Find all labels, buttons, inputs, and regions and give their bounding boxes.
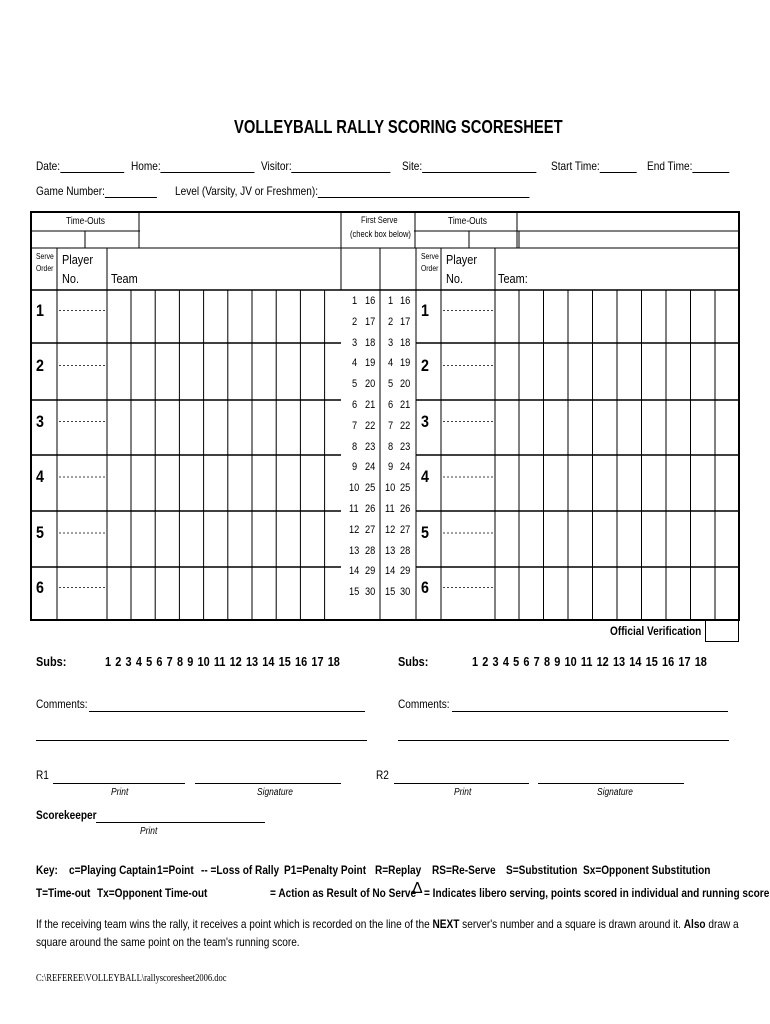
key-point: 1=Point — [157, 863, 194, 877]
running-score-left-b-26: 26 — [365, 503, 376, 515]
r2-signature-caption: Signature — [597, 787, 633, 798]
subs-number-1[interactable]: 1 — [105, 654, 112, 669]
r1-signature-line[interactable] — [195, 783, 341, 784]
running-score-left-a-1: 1 — [352, 295, 358, 307]
instructions-line-2: square around the same point on the team's running score. — [36, 935, 300, 949]
running-score-left-b-17: 17 — [365, 315, 376, 328]
running-score-right-b-22: 22 — [400, 419, 411, 432]
subs-number-8[interactable]: 8 — [543, 654, 551, 669]
instructions-line-1: If the receiving team wins the rally, it receives a point which is recorded on the line of the NEXT server's number and a square is drawn around it. Also draw a — [36, 917, 739, 931]
key-no-serve: = Action as Result of No Serve — [270, 886, 417, 900]
running-score-left-a-9: 9 — [352, 461, 358, 474]
subs-number-2[interactable]: 2 — [115, 654, 122, 669]
subs-number-6[interactable]: 6 — [523, 654, 530, 669]
running-score-left-b-20: 20 — [365, 378, 376, 391]
subs-number-6[interactable]: 6 — [156, 654, 163, 669]
subs-number-5[interactable]: 5 — [146, 654, 153, 669]
running-score-left-a-4: 4 — [352, 357, 358, 370]
running-score-left-b-23: 23 — [365, 440, 376, 453]
official-verification-label: Official Verification — [610, 624, 702, 638]
subs-number-13[interactable]: 13 — [245, 654, 259, 669]
subs-number-7[interactable]: 7 — [533, 654, 540, 669]
r2-signature-line[interactable] — [538, 783, 684, 784]
subs-label-right: Subs: — [398, 654, 429, 669]
subs-number-12[interactable]: 12 — [229, 654, 242, 669]
running-score-right-a-14: 14 — [385, 565, 396, 578]
running-score-left-a-7: 7 — [352, 419, 358, 432]
subs-number-17[interactable]: 17 — [311, 654, 324, 669]
key-substitution: S=Substitution — [506, 863, 578, 877]
comments-line-right-2[interactable] — [398, 740, 729, 741]
subs-number-11[interactable]: 11 — [580, 654, 593, 669]
running-score-left-b-29: 29 — [365, 565, 376, 578]
running-score-left-a-2: 2 — [352, 315, 358, 328]
running-score-right-a-9: 9 — [388, 461, 394, 474]
running-score-right-b-19: 19 — [400, 357, 411, 370]
running-score-right-a-2: 2 — [388, 315, 394, 328]
delta-icon: Δ — [412, 880, 423, 897]
running-score-right-b-21: 21 — [400, 399, 411, 411]
subs-number-13[interactable]: 13 — [612, 654, 626, 669]
subs-number-10[interactable]: 10 — [197, 654, 210, 669]
serve-order-left-2: 2 — [36, 355, 44, 375]
scorekeeper-label: Scorekeeper — [36, 808, 97, 822]
serve-order-left-6: 6 — [36, 577, 44, 597]
running-score-left-b-27: 27 — [365, 523, 376, 536]
running-score-right-a-5: 5 — [388, 378, 394, 391]
subs-number-4[interactable]: 4 — [135, 654, 142, 669]
timeouts-right-label: Time-Outs — [448, 216, 487, 227]
subs-label-left: Subs: — [36, 654, 67, 669]
running-score-right-a-13: 13 — [385, 544, 396, 557]
date-field[interactable]: Date: — [36, 159, 124, 173]
key-loss: -- =Loss of Rally — [201, 863, 280, 877]
comments-line-right-1[interactable] — [452, 711, 728, 712]
serve-order-left-4: 4 — [36, 467, 44, 486]
scorekeeper-line[interactable] — [96, 822, 265, 823]
subs-number-12[interactable]: 12 — [596, 654, 609, 669]
subs-number-14[interactable]: 14 — [262, 654, 275, 669]
key-libero: = Indicates libero serving, points scored in individual and running score — [424, 886, 770, 900]
subs-number-5[interactable]: 5 — [513, 654, 520, 669]
running-score-right-a-1: 1 — [388, 295, 394, 307]
level-field[interactable]: Level (Varsity, JV or Freshmen): — [175, 184, 530, 198]
no-label-left: No. — [62, 271, 79, 286]
check-box-label: (check box below) — [350, 229, 411, 239]
running-score-left-a-11: 11 — [349, 503, 359, 515]
file-path: C:\REFEREE\VOLLEYBALL\rallyscoresheet2006.doc — [36, 973, 227, 984]
subs-numbers-left — [105, 654, 344, 669]
serve-order-right-3: 3 — [421, 411, 429, 431]
running-score-left-b-19: 19 — [365, 357, 376, 370]
subs-number-15[interactable]: 15 — [278, 654, 291, 669]
team-label-left: Team — [111, 271, 138, 286]
subs-number-11[interactable]: 11 — [213, 654, 226, 669]
r1-signature-caption: Signature — [257, 787, 293, 798]
key-reserve: RS=Re-Serve — [432, 863, 496, 877]
key-captain: c=Playing Captain — [69, 863, 157, 877]
running-score-left-a-6: 6 — [352, 399, 358, 411]
home-field[interactable]: Home: — [131, 159, 255, 173]
running-score-right-a-11: 11 — [385, 503, 395, 515]
team-label-right: Team: — [498, 271, 528, 286]
serve-order-right-2: 2 — [421, 355, 429, 375]
running-score-right-b-18: 18 — [400, 336, 411, 349]
r2-print-caption: Print — [454, 787, 472, 798]
key-penalty: P1=Penalty Point — [284, 863, 367, 877]
player-label-left: Player — [62, 252, 93, 267]
subs-number-3[interactable]: 3 — [492, 654, 499, 669]
running-score-left-b-28: 28 — [365, 544, 376, 557]
start-time-field[interactable]: Start Time: — [551, 159, 637, 173]
running-score-right-b-27: 27 — [400, 523, 411, 536]
subs-number-18[interactable]: 18 — [694, 654, 707, 669]
scorekeeper-print-caption: Print — [140, 826, 158, 837]
subs-number-4[interactable]: 4 — [502, 654, 509, 669]
subs-number-9[interactable]: 9 — [554, 654, 561, 669]
subs-numbers-right — [472, 654, 711, 669]
running-score-left-b-25: 25 — [365, 482, 376, 495]
running-score-left-a-10: 10 — [349, 482, 360, 495]
running-score-left-b-22: 22 — [365, 419, 376, 432]
serve-label-left: Serve — [36, 252, 54, 261]
serve-order-right-5: 5 — [421, 523, 429, 542]
running-score-left-a-12: 12 — [349, 523, 360, 536]
r1-label: R1 — [36, 768, 49, 782]
running-score-right-a-15: 15 — [385, 586, 396, 599]
subs-number-16[interactable]: 16 — [295, 654, 308, 669]
official-verification-box[interactable] — [705, 619, 739, 642]
site-field[interactable]: Site: — [402, 159, 536, 173]
serve-order-right-6: 6 — [421, 577, 429, 597]
running-score-right-b-24: 24 — [400, 461, 411, 474]
running-score-right-b-20: 20 — [400, 378, 411, 391]
running-score-left-a-8: 8 — [352, 440, 358, 453]
timeouts-left-label: Time-Outs — [66, 216, 105, 227]
serve-order-left-1: 1 — [36, 300, 44, 320]
running-score-right-a-4: 4 — [388, 357, 394, 370]
running-score-right-b-25: 25 — [400, 482, 411, 495]
running-score-right-b-26: 26 — [400, 503, 411, 515]
comments-label-right: Comments: — [398, 697, 450, 711]
comments-line-left-2[interactable] — [36, 740, 367, 741]
subs-number-14[interactable]: 14 — [629, 654, 642, 669]
page-title: VOLLEYBALL RALLY SCORING SCORESHEET — [234, 117, 563, 137]
first-serve-label: First Serve — [361, 215, 398, 225]
subs-number-16[interactable]: 16 — [662, 654, 675, 669]
order-label-left: Order — [36, 264, 54, 273]
subs-number-3[interactable]: 3 — [125, 654, 132, 669]
running-score-right-b-28: 28 — [400, 544, 411, 557]
subs-number-7[interactable]: 7 — [166, 654, 173, 669]
serve-order-left-5: 5 — [36, 523, 44, 542]
key-timeout: T=Time-out — [36, 886, 91, 900]
serve-order-right-1: 1 — [421, 300, 429, 320]
key-replay: R=Replay — [375, 863, 422, 877]
running-score-left-a-5: 5 — [352, 378, 358, 391]
running-score-left-b-30: 30 — [365, 586, 376, 599]
running-score-right-a-8: 8 — [388, 440, 394, 453]
serve-order-left-3: 3 — [36, 411, 44, 431]
running-score-left-a-3: 3 — [352, 336, 358, 349]
subs-number-10[interactable]: 10 — [564, 654, 577, 669]
subs-number-2[interactable]: 2 — [482, 654, 489, 669]
running-score-right-a-12: 12 — [385, 523, 396, 536]
running-score-right-a-6: 6 — [388, 399, 394, 411]
running-score-left-a-13: 13 — [349, 544, 360, 557]
key-opp-substitution: Sx=Opponent Substitution — [583, 863, 711, 877]
subs-number-8[interactable]: 8 — [176, 654, 184, 669]
key-opp-timeout: Tx=Opponent Time-out — [97, 886, 208, 900]
running-score-right-b-30: 30 — [400, 586, 411, 599]
running-score-left-b-16: 16 — [365, 295, 376, 307]
subs-number-15[interactable]: 15 — [645, 654, 658, 669]
serve-label-right: Serve — [421, 252, 439, 261]
running-score-right-a-10: 10 — [385, 482, 396, 495]
running-score-right-b-23: 23 — [400, 440, 411, 453]
subs-number-17[interactable]: 17 — [678, 654, 691, 669]
running-score-left-b-18: 18 — [365, 336, 376, 349]
running-score-left-b-24: 24 — [365, 461, 376, 474]
running-score-right-b-17: 17 — [400, 315, 411, 328]
running-score-left-a-14: 14 — [349, 565, 360, 578]
r1-print-caption: Print — [111, 787, 129, 798]
running-score-right-a-7: 7 — [388, 419, 394, 432]
comments-label-left: Comments: — [36, 697, 88, 711]
r2-print-line[interactable] — [394, 783, 529, 784]
running-score-right-a-3: 3 — [388, 336, 394, 349]
r2-label: R2 — [376, 768, 389, 782]
no-label-right: No. — [446, 271, 463, 286]
visitor-field[interactable]: Visitor: — [261, 159, 391, 173]
comments-line-left-1[interactable] — [89, 711, 365, 712]
subs-number-1[interactable]: 1 — [472, 654, 479, 669]
running-score-right-b-16: 16 — [400, 295, 411, 307]
order-label-right: Order — [421, 264, 439, 273]
running-score-right-b-29: 29 — [400, 565, 411, 578]
subs-number-9[interactable]: 9 — [187, 654, 194, 669]
running-score-left-a-15: 15 — [349, 586, 360, 599]
end-time-field[interactable]: End Time: — [647, 159, 729, 173]
key-label: Key: — [36, 863, 58, 877]
running-score-left-b-21: 21 — [365, 399, 376, 411]
player-label-right: Player — [446, 252, 477, 267]
game-number-field[interactable]: Game Number: — [36, 184, 157, 198]
serve-order-right-4: 4 — [421, 467, 429, 486]
subs-number-18[interactable]: 18 — [327, 654, 340, 669]
r1-print-line[interactable] — [53, 783, 185, 784]
